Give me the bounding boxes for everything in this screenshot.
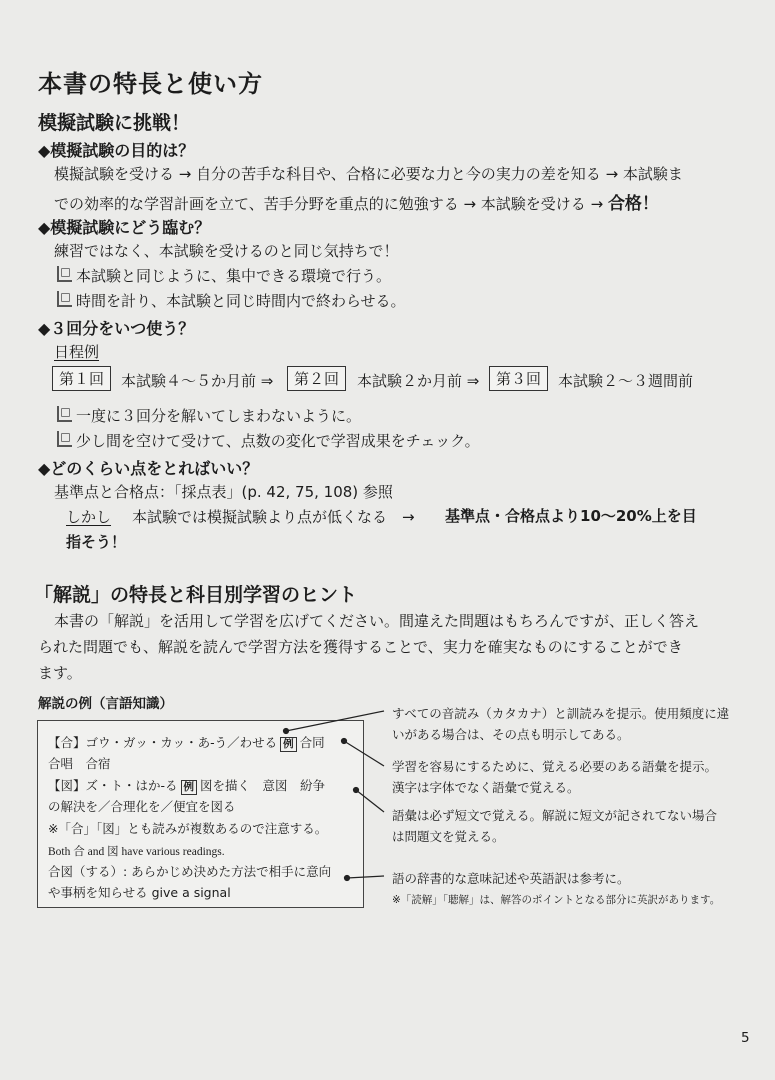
q2-heading: ◆模擬試験にどう臨む？ (38, 218, 211, 237)
example-box (37, 720, 364, 908)
q1-line1: 模擬試験を受ける → 自分の苦手な科目や、合格に必要な力と今の実力の差を知る → 本試験ま (54, 165, 683, 183)
q4-line2: 本試験では模擬試験より点が低くなる → (132, 508, 415, 526)
q4-heading: ◆どのくらい点をとればいい？ (38, 459, 259, 478)
round1-box: 第１回 (52, 366, 111, 391)
example-row8: や事柄を知らせる give a signal (48, 885, 231, 900)
example-stamp: 例 (181, 780, 198, 795)
note4: 語の辞書的な意味記述や英語訳は参考に。 (392, 871, 630, 886)
q4-line2-bold: 基準点・合格点より10～20%上を目 (445, 507, 697, 525)
q4-but: しかし (66, 508, 112, 526)
q1-line2-text: での効率的な学習計画を立て、苦手分野を重点的に勉強する → 本試験を受ける → (54, 195, 604, 213)
q3-bullet1: 一度に３回分を解いてしまわないように。 (76, 407, 362, 425)
section2-para3: ます。 (38, 664, 82, 682)
round1-when: 本試験４～５か月前 ⇒ (121, 372, 274, 390)
round2-box: 第２回 (287, 366, 346, 391)
example-row1-text: 【合】ゴウ・ガッ・カッ・あ-う／わせる (48, 735, 278, 750)
example-row6: Both 合 and 図 have various readings. (48, 846, 225, 858)
example-row5: ※「合」「図」とも読みが複数あるので注意する。 (48, 821, 328, 836)
round3-box: 第３回 (489, 366, 548, 391)
q1-line2 (54, 189, 659, 214)
page-number: 5 (741, 1030, 750, 1046)
example-row7: 合図（する）: あらかじめ決めた方法で相手に意向 (48, 864, 332, 879)
note3-line2: は問題文を覚える。 (392, 829, 505, 844)
round2-when: 本試験２か月前 ⇒ (357, 372, 480, 390)
section2-heading: 「解説」の特長と科目別学習のヒント (34, 584, 358, 606)
note3-line1: 語彙は必ず短文で覚える。解説に短文が記されてない場合 (392, 808, 718, 823)
example-row2: 合唱 合宿 (48, 756, 111, 771)
note-icon (57, 266, 72, 282)
section1-heading: 模擬試験に挑戦！ (38, 112, 191, 134)
q4-line3-bold: 指そう！ (66, 533, 127, 551)
note1-line1: すべての音読み（カタカナ）と訓読みを提示。使用頻度に違 (392, 706, 730, 721)
example-label: 解説の例（言語知識） (38, 696, 173, 712)
note-icon (57, 291, 72, 307)
q1-heading: ◆模擬試験の目的は？ (38, 141, 195, 160)
page-title: 本書の特長と使い方 (38, 70, 263, 98)
note-icon (57, 406, 72, 422)
example-row3-end: 図を描く 意図 紛争 (200, 778, 326, 793)
q3-bullet2: 少し間を空けて受けて、点数の変化で学習成果をチェック。 (76, 432, 480, 450)
q2-line1: 練習ではなく、本試験を受けるのと同じ気持ちで！ (54, 242, 399, 260)
example-row4: の解決を／合理化を／便宜を図る (48, 799, 236, 814)
example-row3 (48, 776, 325, 795)
footnote: ※「読解」「聴解」は、解答のポイントとなる部分に英訳があります。 (392, 894, 721, 906)
q1-line2-pass: 合格！ (607, 194, 659, 214)
note2-line2: 漢字は字体でなく語彙で覚える。 (392, 780, 580, 795)
example-row3-text: 【図】ズ・ト・はか-る (48, 778, 178, 793)
section2-para1: 本書の「解説」を活用して学習を広げてください。間違えた問題はもちろんですが、正しく答え (54, 612, 700, 630)
example-stamp: 例 (280, 737, 297, 752)
note-icon (57, 431, 72, 447)
note1-line2: いがある場合は、その点も明示してある。 (392, 727, 630, 742)
example-row1 (48, 733, 325, 752)
q2-bullet2: 時間を計り、本試験と同じ時間内で終わらせる。 (76, 292, 406, 310)
section2-para2: られた問題でも、解説を読んで学習方法を獲得することで、実力を確実なものにすることができ (38, 638, 683, 656)
example-row1-end: 合同 (299, 735, 325, 750)
round3-when: 本試験２～３週間前 (558, 372, 694, 390)
q2-bullet1: 本試験と同じように、集中できる環境で行う。 (76, 267, 392, 285)
q4-line1: 基準点と合格点：「採点表」(p. 42, 75, 108) 参照 (54, 483, 393, 501)
schedule-label: 日程例 (54, 343, 100, 361)
q3-heading: ◆３回分をいつ使う？ (38, 319, 195, 338)
note2-line1: 学習を容易にするために、覚える必要のある語彙を提示。 (392, 759, 718, 774)
